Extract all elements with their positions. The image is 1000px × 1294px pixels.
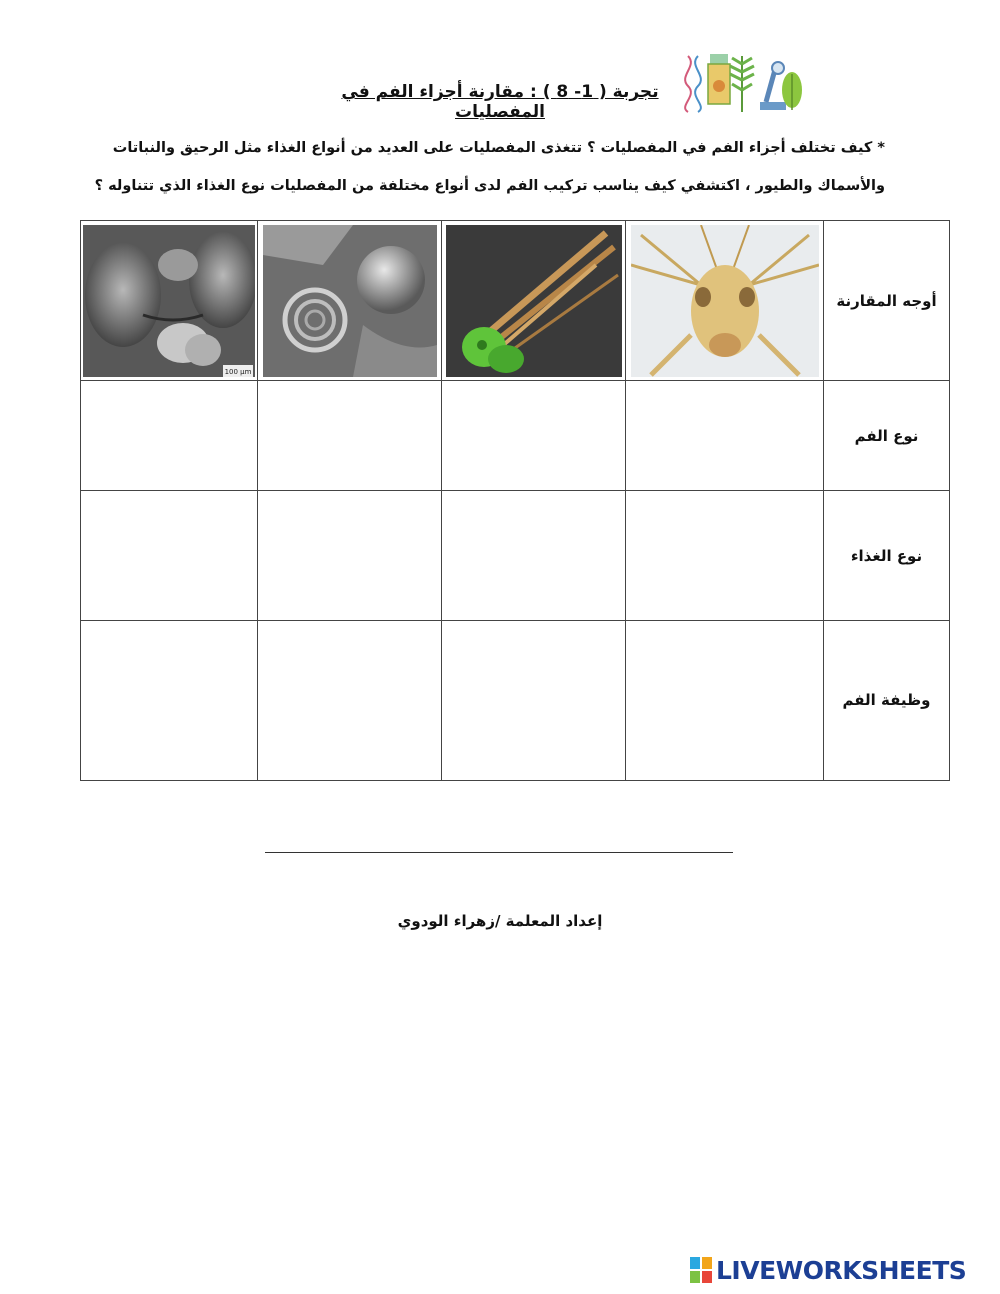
teacher-credit: إعداد المعلمة /زهراء الودوي [397, 912, 603, 930]
answer-cell[interactable] [442, 491, 626, 620]
image-cell [626, 221, 824, 381]
table-row [81, 491, 950, 620]
liveworksheets-badge-icon [690, 1257, 712, 1283]
answer-cell[interactable] [258, 491, 442, 620]
intro-line-2: والأسماك والطيور ، اكتشفي كيف يناسب تركيب الفم لدى أنواع مختلفة من المفصليات نوع الغذاء الذي تتناوله ؟ [94, 178, 885, 194]
row-label-food-type: نوع الغذاء [824, 491, 950, 620]
grasshopper-photo [631, 225, 819, 377]
table-row [81, 221, 950, 381]
comparison-table [80, 220, 950, 781]
row-label-comparison: أوجه المقارنة [824, 221, 950, 381]
row-label-mouth-function: وظيفة الفم [824, 620, 950, 780]
answer-cell[interactable] [626, 491, 824, 620]
table-row [81, 381, 950, 491]
answer-cell[interactable] [626, 381, 824, 491]
scale-bar-label: 100 µm [224, 367, 252, 376]
image-cell [258, 221, 442, 381]
page-title: تجربة ( 1- 8 ) : مقارنة أجزاء الفم في المفصليات [341, 82, 659, 122]
answer-cell[interactable] [81, 381, 258, 491]
answer-cell[interactable] [81, 620, 258, 780]
image-cell [442, 221, 626, 381]
intro-line-1: * كيف تختلف أجزاء الفم في المفصليات ؟ تتغذى المفصليات على العديد من أنواع الغذاء مثل الرحيق والنباتات [112, 140, 885, 156]
answer-cell[interactable] [442, 381, 626, 491]
answer-cell[interactable] [442, 620, 626, 780]
answer-cell[interactable] [626, 620, 824, 780]
butterfly-proboscis-photo [263, 225, 437, 377]
housefly-sem-photo [83, 225, 255, 377]
answer-cell[interactable] [258, 620, 442, 780]
science-lab-icon [680, 46, 805, 114]
liveworksheets-logo [690, 1254, 966, 1286]
brand-name: LIVEWORKSHEETS [716, 1255, 967, 1285]
image-cell [81, 221, 258, 381]
divider-line [265, 852, 733, 853]
table-row [81, 620, 950, 780]
mosquito-photo [446, 225, 622, 377]
answer-cell[interactable] [258, 381, 442, 491]
answer-cell[interactable] [81, 491, 258, 620]
row-label-mouth-type: نوع الفم [824, 381, 950, 491]
